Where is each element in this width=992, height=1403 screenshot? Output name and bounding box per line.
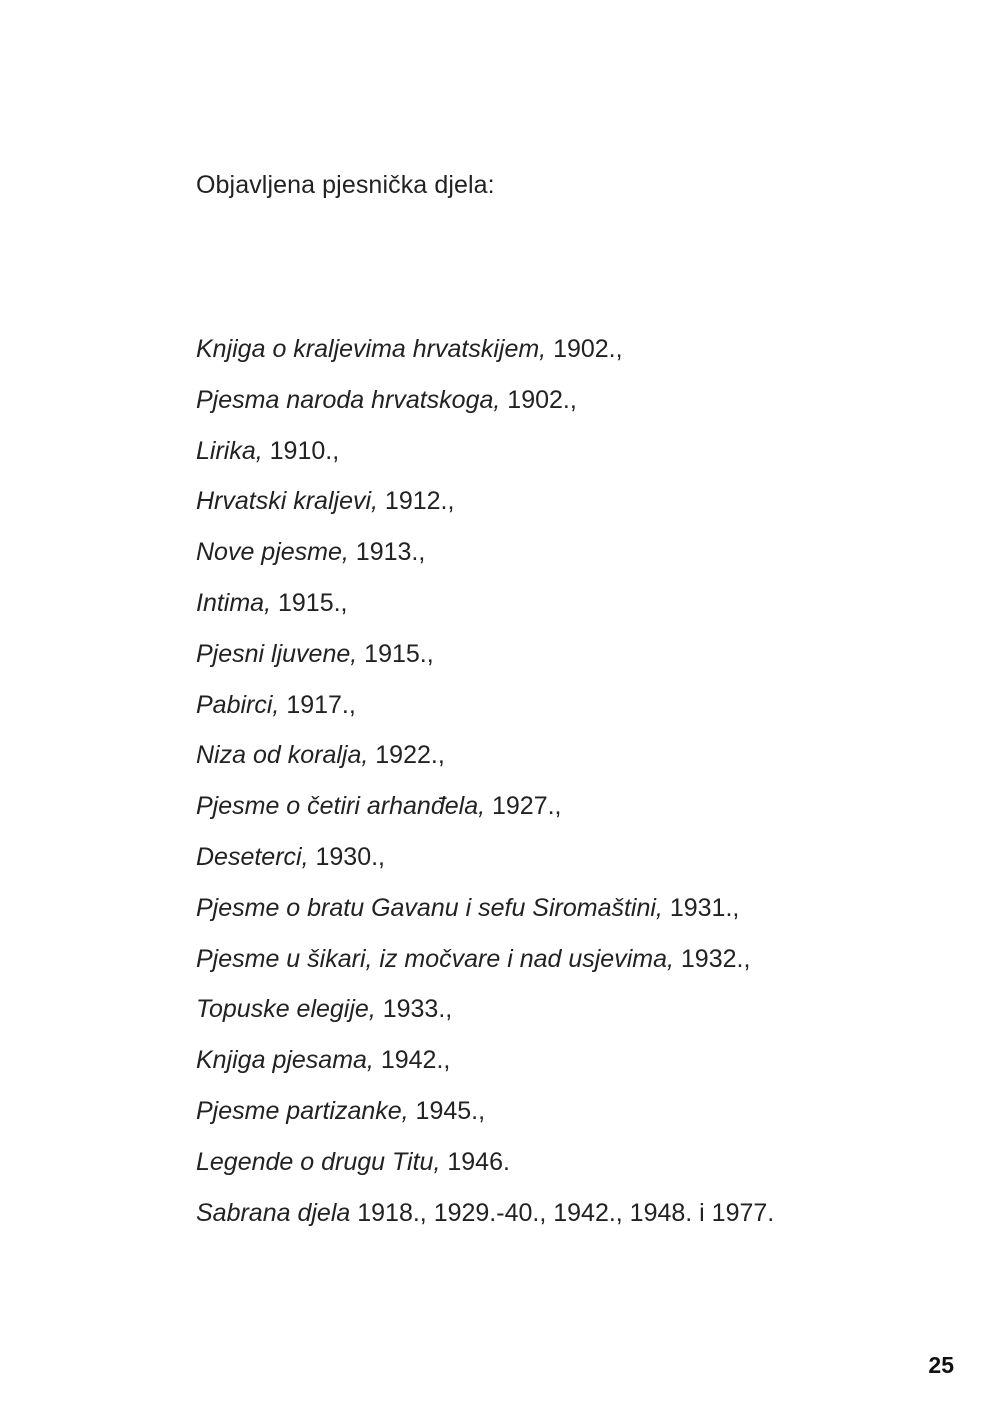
list-item bbox=[196, 383, 774, 434]
work-year: 1942., bbox=[373, 1046, 451, 1075]
work-year: 1927., bbox=[485, 792, 562, 821]
work-year: 1910., bbox=[262, 436, 340, 465]
work-year: 1902., bbox=[546, 335, 623, 363]
work-title: Lirika, bbox=[196, 436, 263, 465]
work-title: Knjiga o kraljevima hrvatskijem, bbox=[196, 335, 547, 363]
work-title: Pjesme partizanke, bbox=[196, 1096, 409, 1125]
work-title: Pjesma naroda hrvatskoga, bbox=[196, 385, 501, 414]
list-item bbox=[196, 688, 774, 739]
work-title: Pjesme o bratu Gavanu i sefu Siromaštini, bbox=[196, 893, 663, 922]
list-item bbox=[196, 535, 774, 586]
works-list bbox=[196, 332, 774, 1246]
work-year: 1932., bbox=[673, 944, 751, 973]
work-title: Deseterci, bbox=[196, 842, 309, 871]
work-year: 1912., bbox=[377, 487, 455, 516]
work-title: Legende o drugu Titu, bbox=[196, 1147, 441, 1176]
work-title: Niza od koralja, bbox=[196, 741, 369, 770]
list-item bbox=[196, 1145, 774, 1196]
work-title: Knjiga pjesama, bbox=[196, 1046, 374, 1075]
list-item bbox=[196, 840, 774, 891]
work-year: 1902., bbox=[500, 385, 577, 414]
work-title: Nove pjesme, bbox=[196, 538, 349, 567]
list-item bbox=[196, 1196, 774, 1247]
work-year: 1946. bbox=[440, 1147, 510, 1176]
list-item bbox=[196, 942, 774, 993]
list-item bbox=[196, 992, 774, 1043]
work-year: 1930., bbox=[308, 842, 385, 871]
list-item bbox=[196, 891, 774, 942]
list-item bbox=[196, 484, 774, 535]
work-year: 1913., bbox=[348, 538, 426, 567]
work-title: Pjesme u šikari, iz močvare i nad usjevima, bbox=[196, 944, 674, 973]
page-number: 25 bbox=[928, 1352, 954, 1378]
section-heading: Objavljena pjesnička djela: bbox=[196, 171, 495, 199]
work-title: Pjesme o četiri arhanđela, bbox=[196, 792, 486, 821]
work-year: 1933., bbox=[375, 995, 453, 1024]
work-title: Pjesni ljuvene, bbox=[196, 639, 358, 668]
list-item bbox=[196, 434, 774, 485]
list-item bbox=[196, 1094, 774, 1145]
work-title: Topuske elegije, bbox=[196, 995, 376, 1024]
list-item bbox=[196, 586, 774, 637]
work-title: Sabrana djela bbox=[196, 1198, 351, 1227]
work-year: 1917., bbox=[279, 690, 356, 719]
work-year: 1931., bbox=[662, 893, 740, 922]
list-item bbox=[196, 637, 774, 688]
work-year: 1922., bbox=[368, 741, 445, 770]
work-title: Hrvatski kraljevi, bbox=[196, 487, 378, 516]
work-year: 1915., bbox=[357, 639, 434, 668]
list-item bbox=[196, 1043, 774, 1094]
work-title: Intima, bbox=[196, 588, 272, 617]
work-year: 1918., 1929.-40., 1942., 1948. i 1977. bbox=[350, 1198, 775, 1227]
list-item bbox=[196, 738, 774, 789]
work-year: 1945., bbox=[408, 1096, 486, 1125]
work-year: 1915., bbox=[271, 588, 348, 617]
list-item bbox=[196, 789, 774, 840]
list-item bbox=[196, 332, 774, 383]
work-title: Pabirci, bbox=[196, 690, 280, 719]
